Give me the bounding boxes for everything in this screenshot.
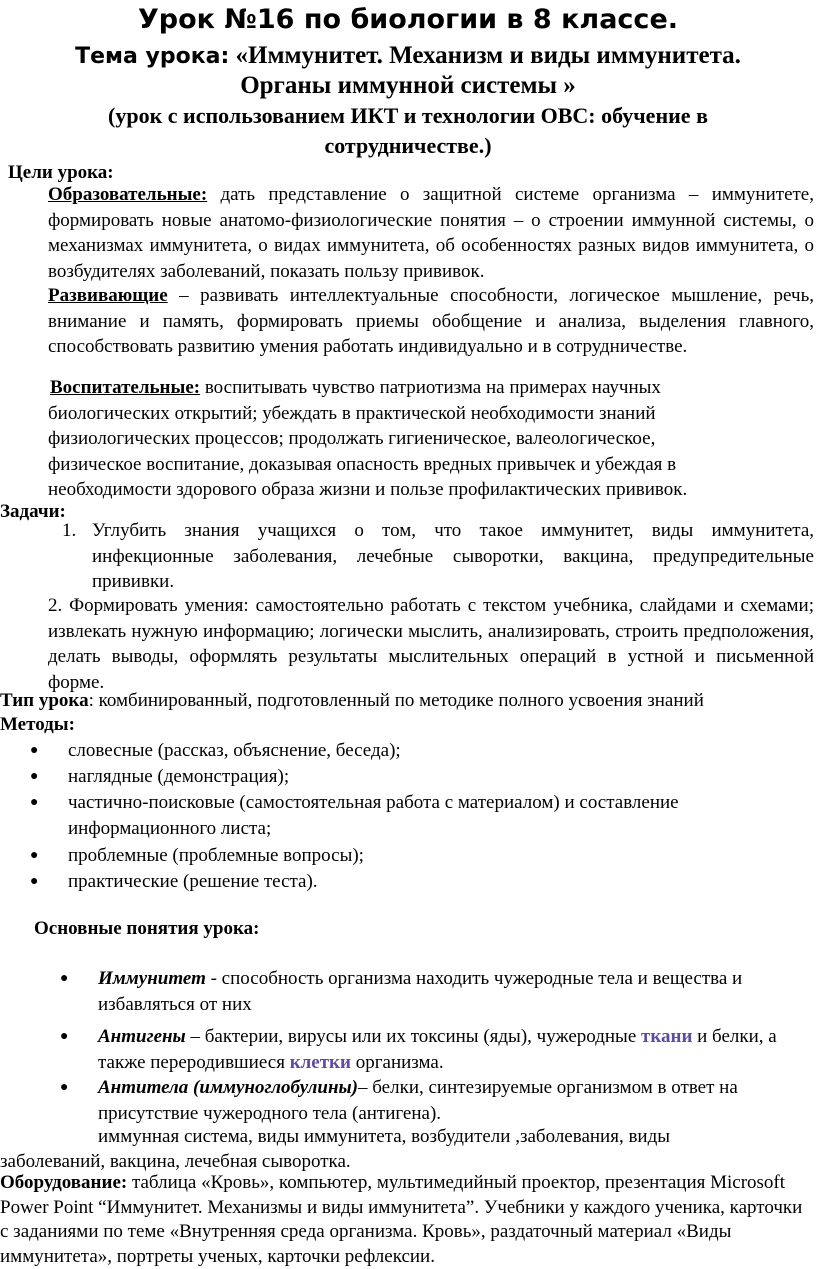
concept-antigens: ● Антигены – бактерии, вирусы или их токсины (яды), чужеродные ткани и белки, а также переродившиеся клетки организма.: [60, 1026, 777, 1073]
bullet-icon: ●: [30, 795, 39, 810]
goal-upb-label: Воспитательные:: [50, 377, 201, 398]
list-item: ● частично-поисковые (самостоятельная работа с материалом) и составление информационного листа;: [30, 792, 679, 839]
task2-text: 2. Формировать умения: самостоятельно работать с текстом учебника, слайдами и схемами; извлекать нужную информацию; логически мыслить, анализировать, строить предположения, делать выводы, оформлять результаты мыслительных операций в устной и письменной форме.: [48, 595, 814, 693]
goal-dev-label: Развивающие: [48, 285, 168, 306]
goal-upbringing: [48, 375, 814, 503]
list-item: ● практические (решение теста).: [68, 869, 808, 895]
goal-upb-line: физиологических процессов; продолжать гигиеническое, валеологическое,: [48, 428, 656, 449]
list-item: ● проблемные (проблемные вопросы);: [68, 843, 808, 869]
concept-term: Иммунитет: [98, 968, 206, 989]
bullet-icon: ●: [30, 848, 39, 863]
equipment-text: таблица «Кровь», компьютер, мультимедийный проектор, презентация Microsoft Power Point “Иммунитет. Механизмы и виды иммунитета”. Учебники у каждого ученика, карточки с заданиями по теме «Внутренняя среда организма. Кровь», раздаточный материал «Виды иммунитета», портреты ученых, карточки рефлексии.: [0, 1172, 803, 1267]
goal-edu-label: Образовательные:: [48, 184, 208, 205]
cells-link[interactable]: клетки: [289, 1052, 351, 1073]
goal-upb-line: необходимости здорового образа жизни и пользе профилактических прививок.: [48, 479, 688, 500]
bullet-icon: ●: [30, 874, 39, 889]
list-item: ● наглядные (демонстрация);: [68, 764, 808, 790]
bullet-icon: ●: [30, 769, 39, 784]
bullet-icon: ●: [60, 971, 69, 986]
topic-label: Тема урока:: [75, 44, 230, 69]
goal-edu-text: дать представление о защитной системе организма – иммунитете, формировать новые анатомо-физиологические понятия – о строении иммунной системы, о механизмах иммунитета, о видах иммунитета, об особенностях разных видов иммунитета, о возбудителях заболеваний, показать пользу прививок.: [48, 184, 814, 282]
task1-text: Углубить знания учащихся о том, что такое иммунитет, виды иммунитета, инфекционные заболевания, лечебные сыворотки, вакцина, предупредительные прививки.: [92, 520, 814, 592]
list-item: ● словесные (рассказ, объяснение, беседа);: [68, 738, 808, 764]
tissue-link[interactable]: ткани: [641, 1026, 693, 1047]
concept-term: Антитела (иммуноглобулины): [98, 1077, 359, 1098]
goal-upb-line: физическое воспитание, доказывая опасность вредных привычек и убеждая в: [48, 453, 677, 475]
lesson-type: [0, 688, 816, 714]
topic-value-2: Органы иммунной системы »: [240, 72, 576, 99]
goal-upb-line: воспитывать чувство патриотизма на примерах научных: [200, 377, 661, 398]
task1-number: 1.: [62, 520, 77, 541]
goal-dev-text: – развивать интеллектуальные способности, логическое мышление, речь, внимание и память, формировать приемы обобщение и анализа, выделения главного, способствовать развитию умения работать индивидуально и в сотрудничестве.: [48, 285, 814, 357]
equipment: [0, 1171, 806, 1269]
tasks-heading: Задачи:: [0, 501, 66, 522]
concepts-heading: Основные понятия урока:: [34, 918, 260, 939]
concept-immunity: ● Иммунитет - способность организма находить чужеродные тела и вещества и избавляться от них: [60, 968, 743, 1015]
bullet-icon: ●: [30, 743, 39, 758]
lesson-type-label: Тип урока: [0, 690, 89, 711]
goals-heading: Цели урока:: [8, 162, 114, 183]
subtitle: (урок с использованием ИКТ и технологии ОВС: обучение в сотрудничестве.): [108, 103, 708, 158]
extra-terms-line-2: заболеваний, вакцина, лечебная сыворотка.: [0, 1151, 351, 1172]
goal-educational: [48, 182, 814, 284]
lesson-type-text: : комбинированный, подготовленный по методике полного усвоения знаний: [88, 690, 704, 711]
concept-antibodies: ● Антитела (иммуноглобулины)– белки, синтезируемые организмом в ответ на присутствие чужеродного тела (антигена).: [60, 1077, 738, 1124]
goal-developing: [48, 283, 814, 360]
topic-value-1: «Иммунитет. Механизм и виды иммунитета.: [229, 42, 741, 69]
bullet-icon: ●: [60, 1029, 69, 1044]
methods-list: [30, 738, 808, 895]
extra-terms-line-1: иммунная система, виды иммунитета, возбудители ,заболевания, виды: [98, 1126, 671, 1147]
concept-term: Антигены: [98, 1026, 186, 1047]
equipment-label: Оборудование:: [0, 1172, 128, 1193]
topic-line: [0, 40, 816, 73]
methods-heading: Методы:: [0, 714, 75, 735]
bullet-icon: ●: [60, 1080, 69, 1095]
page-title: Урок №16 по биологии в 8 классе.: [137, 4, 679, 35]
goal-upb-line: биологических открытий; убеждать в практической необходимости знаний: [48, 402, 656, 424]
